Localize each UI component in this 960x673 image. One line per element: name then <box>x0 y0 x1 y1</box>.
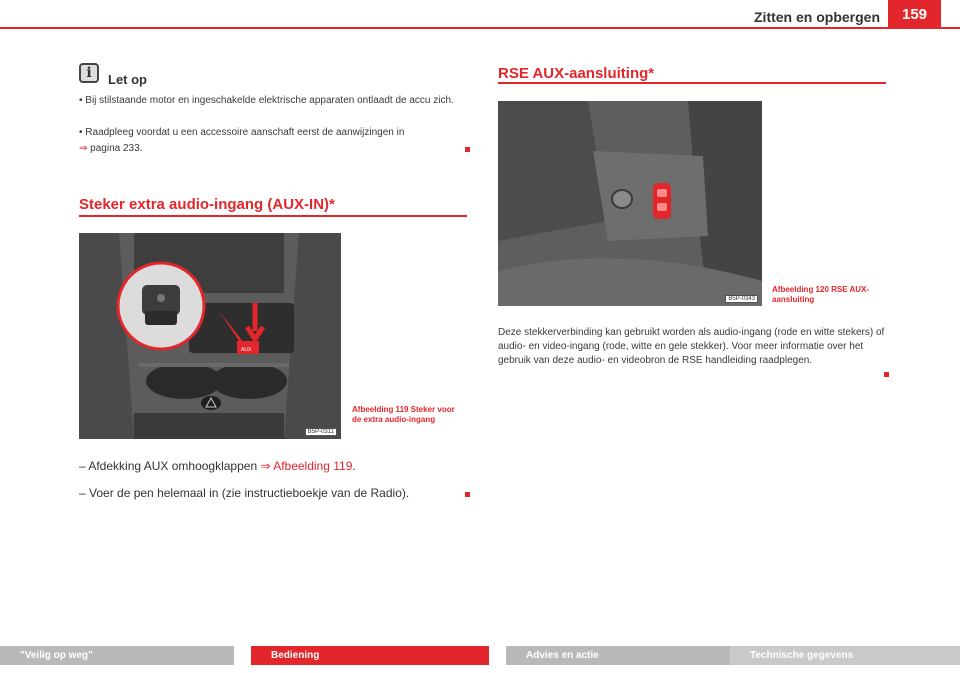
note-ref-text: pagina 233. <box>90 143 143 154</box>
page-number: 159 <box>888 0 941 27</box>
figure-120-photo <box>498 101 762 306</box>
footer-tab-veilig[interactable]: "Veilig op weg" <box>0 646 234 665</box>
note-bullet-1: • Bij stilstaande motor en ingeschakelde elektrische apparaten ontlaadt de accu zich. <box>79 95 454 106</box>
section-rule <box>498 82 886 84</box>
note-bullet-2-ref[interactable] <box>79 141 279 157</box>
end-marker <box>465 147 470 152</box>
note-info-icon: i <box>79 63 99 83</box>
note-title: Let op <box>108 72 147 87</box>
footer-tab-technische[interactable]: Technische gegevens <box>730 646 960 665</box>
figure-119-caption: Afbeelding 119 Steker voor de extra audio-ingang <box>352 405 455 424</box>
footer-tab-bediening[interactable]: Bediening <box>251 646 489 665</box>
end-marker <box>884 372 889 377</box>
section-title-rse-aux: RSE AUX-aansluiting* <box>498 65 655 82</box>
step-1-suffix: . <box>352 459 356 473</box>
end-marker <box>465 492 470 497</box>
header-rule <box>0 27 960 29</box>
rse-body-text: Deze stekkerverbinding kan gebruikt worden als audio-ingang (rode en witte stekers) of audio- en video-ingang (rode, witte en gele stekker). Voor meer informatie over het gebruik van deze audio- en videobron de RSE handleiding raadplegen. <box>498 327 885 366</box>
svg-text:AUX: AUX <box>241 347 252 353</box>
section-title-aux-in: Steker extra audio-ingang (AUX-IN)* <box>79 196 335 213</box>
ref-arrow-icon: ⇒ <box>79 143 88 154</box>
note-bullet-2: • Raadpleeg voordat u een accessoire aanschaft eerst de aanwijzingen in <box>79 127 405 138</box>
chapter-title: Zitten en opbergen <box>754 9 880 25</box>
step-2: – Voer de pen helemaal in (zie instructieboekje van de Radio). <box>79 486 410 500</box>
footer-nav <box>0 646 960 673</box>
figure-119-code: B5P-0311 <box>305 428 337 436</box>
figure-120-caption: Afbeelding 120 RSE AUX-aansluiting <box>772 285 870 304</box>
figure-120-code: B5P-0343 <box>725 295 758 303</box>
figure-119-photo <box>79 233 341 439</box>
section-rule <box>79 215 467 217</box>
figure-119-link[interactable]: ⇒ Afbeelding 119 <box>260 459 353 473</box>
footer-tab-advies[interactable]: Advies en actie <box>506 646 730 665</box>
step-1-text: – Afdekking AUX omhoogklappen <box>79 459 261 473</box>
step-1 <box>79 459 356 473</box>
